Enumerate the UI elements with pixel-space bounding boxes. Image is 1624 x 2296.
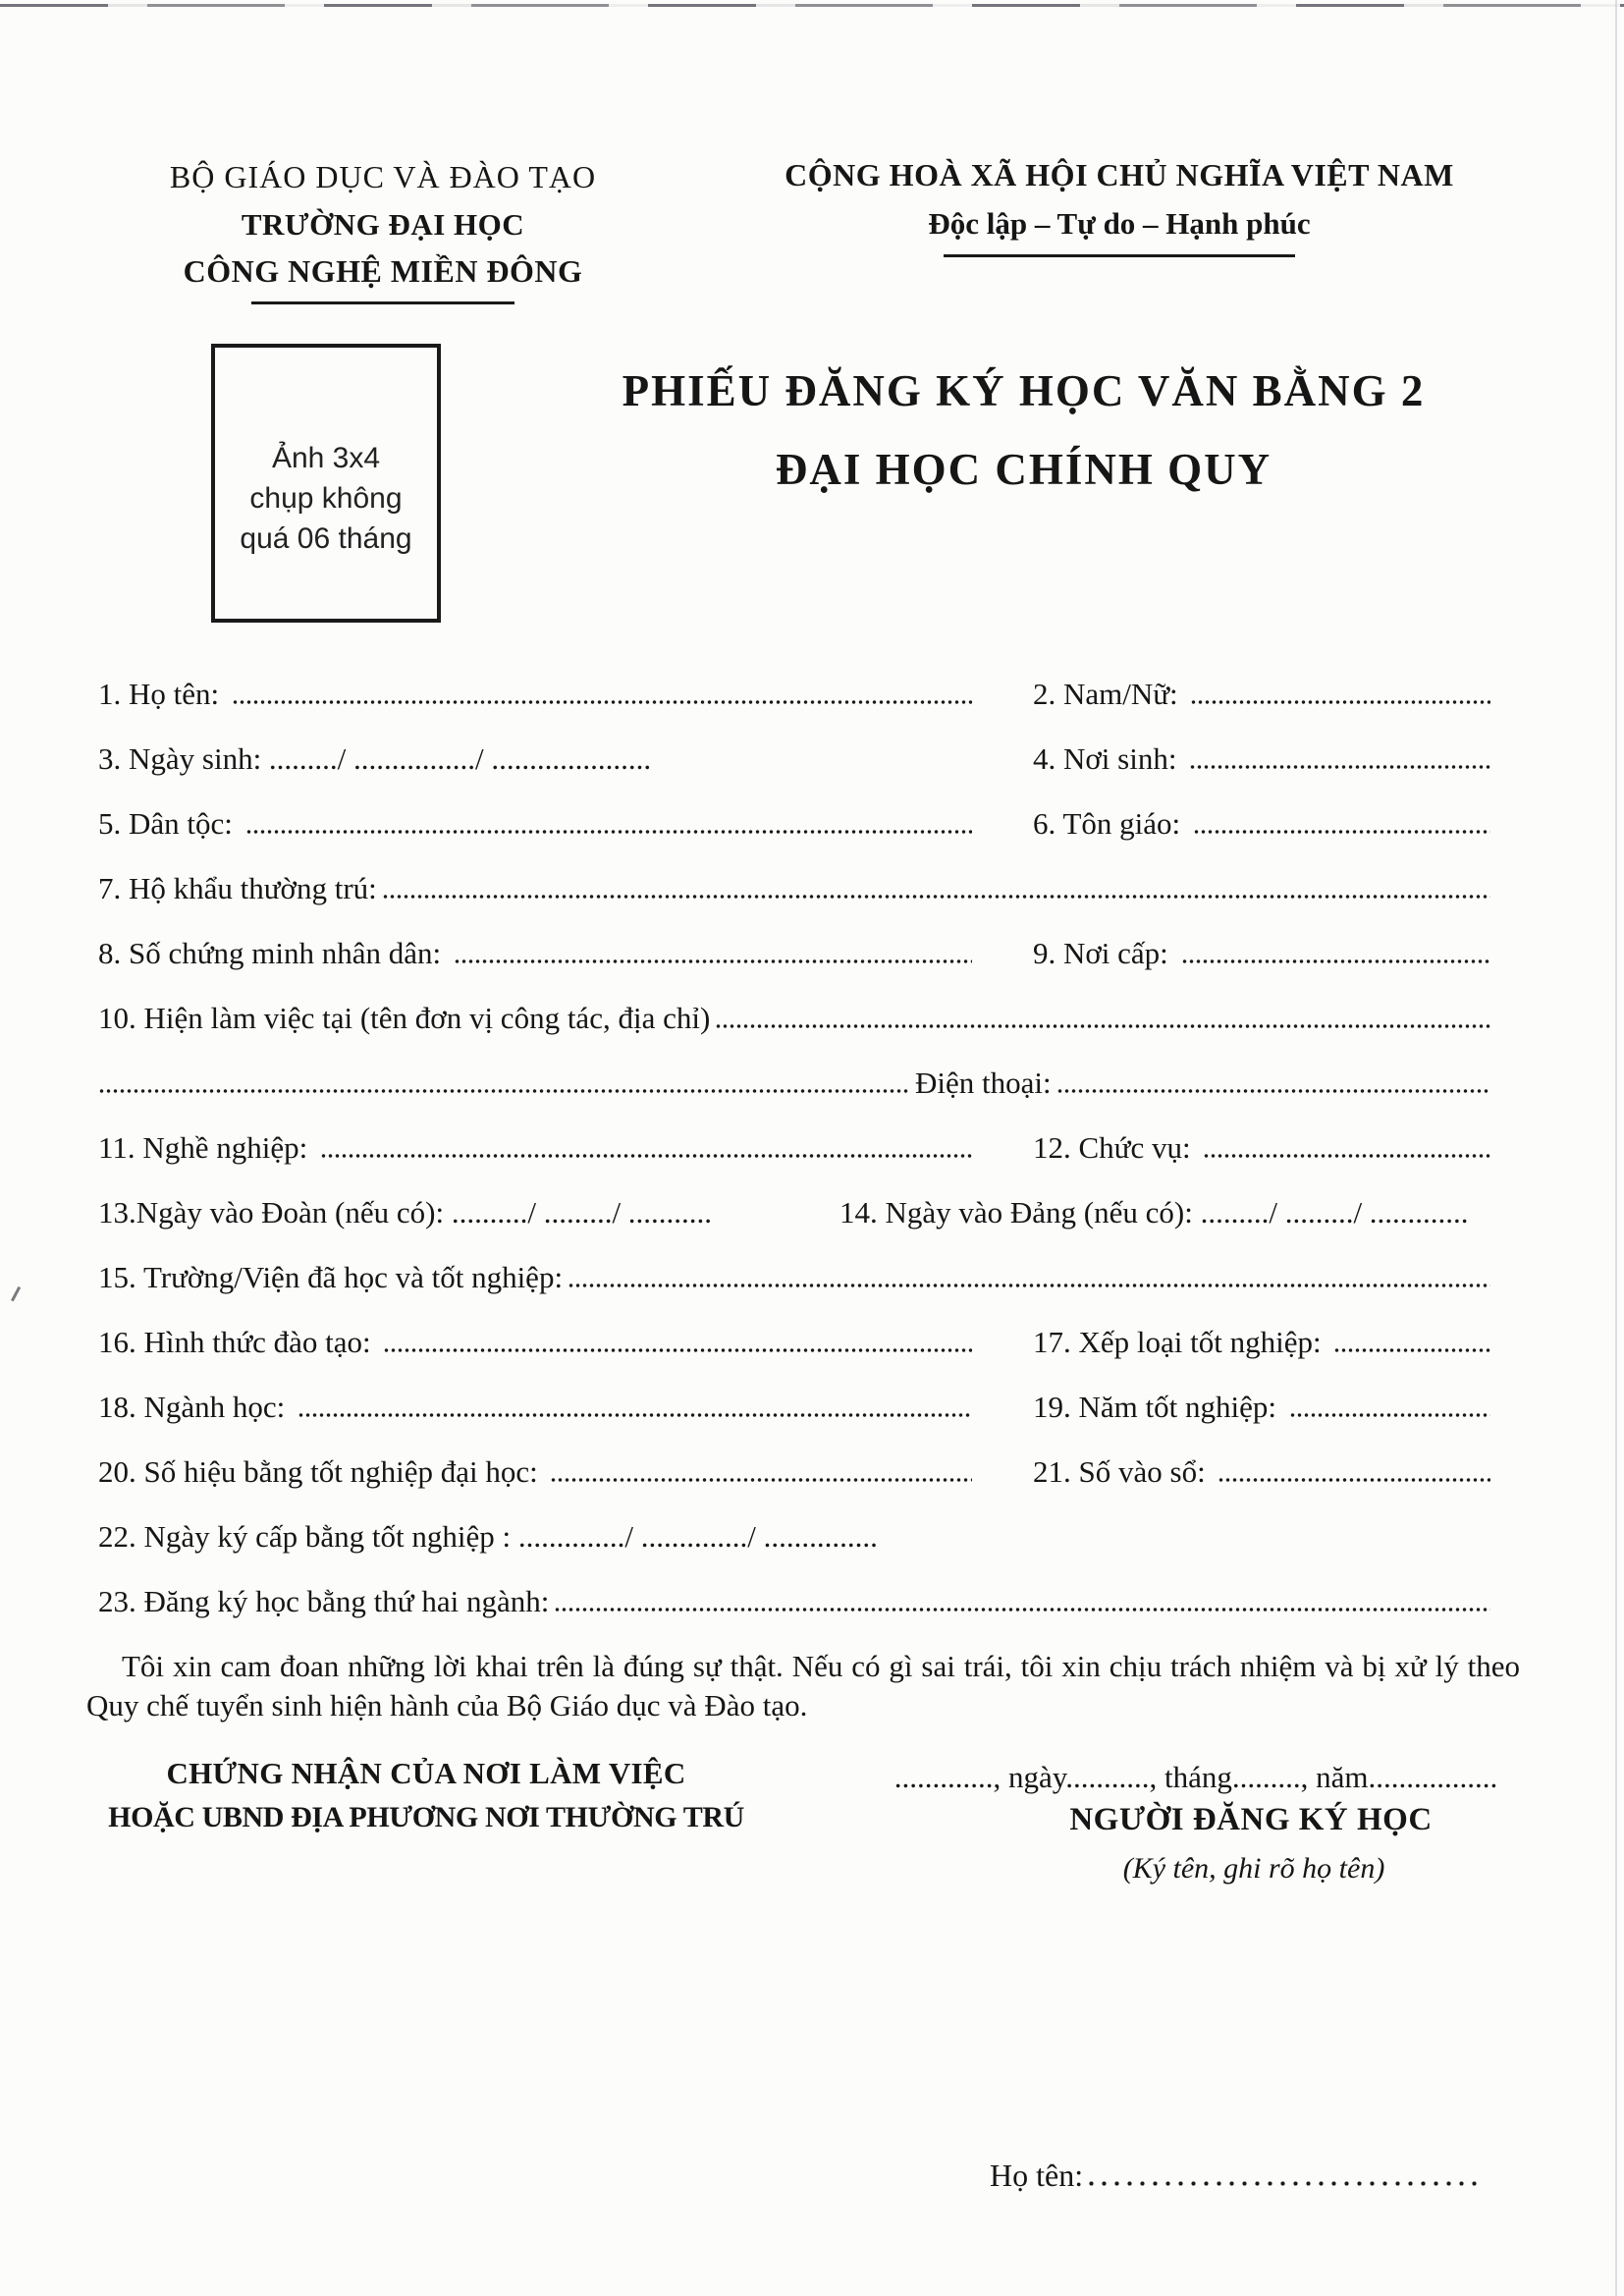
form-row-5-6 (98, 792, 1490, 856)
field-hinh-thuc-label: 16. Hình thức đào tạo: (98, 1325, 379, 1359)
form-title (604, 365, 1443, 495)
signature-date-line: ............., ngày..........., tháng........., năm................. (893, 1760, 1498, 1794)
footer-name-row (990, 2154, 1481, 2197)
scan-edge-top (0, 4, 1624, 7)
field-xep-loai-label: 17. Xếp loại tốt nghiệp: (1033, 1325, 1329, 1359)
field-noi-sinh-label: 4. Nơi sinh: (1033, 741, 1185, 776)
field-dang-ky-nganh-label: 23. Đăng ký học bằng thứ hai ngành: (98, 1584, 550, 1618)
field-nam-nu-line (1190, 700, 1490, 704)
header-issuer-block (108, 159, 658, 304)
field-truong-vien-line (568, 1284, 1490, 1287)
field-ngay-ky-cap-bang-label: 22. Ngày ký cấp bằng tốt nghiệp : ............../ ............../ ............... (98, 1519, 878, 1554)
form-row-3-4 (98, 727, 1490, 792)
field-so-vao-so-line (1218, 1478, 1490, 1482)
field-ngay-vao-dang-label: 14. Ngày vào Đảng (nếu có): ........./ ........./ ............. (839, 1195, 1469, 1230)
certify-workplace-label: CHỨNG NHẬN CỦA NƠI LÀM VIỆC (166, 1756, 686, 1790)
photo-box-line2: chụp không (249, 481, 403, 515)
footer-name-line (1085, 2181, 1478, 2186)
signature-right-block (852, 1757, 1540, 1888)
field-nghe-nghiep-label: 11. Nghề nghiệp: (98, 1130, 315, 1165)
field-ton-giao-label: 6. Tôn giáo: (1033, 806, 1188, 841)
field-ho-khau-label: 7. Hộ khẩu thường trú: (98, 871, 377, 905)
field-chuc-vu-label: 12. Chức vụ: (1033, 1130, 1199, 1165)
field-nam-nu-label: 2. Nam/Nữ: (1033, 677, 1186, 711)
field-noi-lam-viec-line (715, 1024, 1490, 1028)
field-ho-ten-label: 1. Họ tên: (98, 677, 227, 711)
photo-box-line1: Ảnh 3x4 (271, 441, 381, 474)
field-so-hieu-bang-label: 20. Số hiệu bằng tốt nghiệp đại học: (98, 1454, 546, 1489)
field-xep-loai-line (1333, 1348, 1490, 1352)
form-title-line2: ĐẠI HỌC CHÍNH QUY (775, 445, 1272, 494)
form-row-7 (98, 856, 1490, 921)
photo-box-line3: quá 06 tháng (240, 521, 412, 555)
field-nganh-hoc-label: 18. Ngành học: (98, 1390, 294, 1424)
form-row-11-12 (98, 1116, 1490, 1180)
field-ho-khau-line (382, 895, 1490, 899)
university-name-line2: CÔNG NGHỆ MIỀN ĐÔNG (183, 253, 583, 289)
form-row-1-2 (98, 662, 1490, 727)
scan-artifact-mark (11, 1286, 29, 1306)
form-body (98, 662, 1490, 1634)
header-right-underline (944, 254, 1295, 257)
field-chuc-vu-line (1203, 1154, 1490, 1158)
field-dan-toc-line (245, 830, 972, 834)
field-truong-vien-label: 15. Trường/Viện đã học và tốt nghiệp: (98, 1260, 564, 1294)
field-nghe-nghiep-line (320, 1154, 972, 1158)
form-row-8-9 (98, 921, 1490, 986)
declaration-paragraph: Tôi xin cam đoan những lời khai trên là đúng sự thật. Nếu có gì sai trái, tôi xin chịu trách nhiệm và bị xử lý theo Quy chế tuyển sinh hiện hành của Bộ Giáo dục và Đào tạo. (86, 1649, 1520, 1722)
field-ngay-sinh-label: 3. Ngày sinh: ........./ ................/ ..................... (98, 741, 652, 776)
field-nam-tot-nghiep-line (1289, 1413, 1490, 1417)
signature-left-block (93, 1753, 759, 1838)
ministry-name: BỘ GIÁO DỤC VÀ ĐÀO TẠO (169, 159, 597, 194)
field-noi-cap-label: 9. Nơi cấp: (1033, 936, 1176, 970)
field-ngay-vao-doan-label: 13.Ngày vào Đoàn (nếu có): ........../ ........./ ........... (98, 1195, 713, 1230)
form-row-10b (98, 1051, 1490, 1116)
field-so-vao-so-label: 21. Số vào sổ: (1033, 1454, 1214, 1489)
field-hinh-thuc-line (383, 1348, 972, 1352)
form-row-22 (98, 1504, 1490, 1569)
footer-name-label: Họ tên: (990, 2158, 1084, 2193)
field-dien-thoai-line (1056, 1089, 1490, 1093)
field-nganh-hoc-line (298, 1413, 972, 1417)
field-ho-ten-line (232, 700, 972, 704)
national-motto-line2: Độc lập – Tự do – Hạnh phúc (928, 206, 1311, 241)
form-row-16-17 (98, 1310, 1490, 1375)
field-cmnd-label: 8. Số chứng minh nhân dân: (98, 936, 449, 970)
form-row-10 (98, 986, 1490, 1051)
field-noi-sinh-line (1189, 765, 1490, 769)
national-motto-line1: CỘNG HOÀ XÃ HỘI CHỦ NGHĨA VIỆT NAM (785, 157, 1454, 192)
university-name-line1: TRƯỜNG ĐẠI HỌC (241, 207, 525, 242)
field-cmnd-line (454, 959, 972, 963)
field-dang-ky-nganh-line (554, 1608, 1490, 1612)
registrant-signature-title: NGƯỜI ĐĂNG KÝ HỌC (1069, 1802, 1433, 1837)
scan-edge-right (1615, 0, 1617, 2296)
photo-box (211, 344, 441, 623)
field-so-hieu-bang-line (550, 1478, 972, 1482)
field-dan-toc-label: 5. Dân tộc: (98, 806, 241, 841)
form-row-15 (98, 1245, 1490, 1310)
field-nam-tot-nghiep-label: 19. Năm tốt nghiệp: (1033, 1390, 1284, 1424)
form-title-line1: PHIẾU ĐĂNG KÝ HỌC VĂN BẰNG 2 (622, 366, 1426, 415)
certify-ubnd-label: HOẶC UBND ĐỊA PHƯƠNG NƠI THƯỜNG TRÚ (108, 1801, 744, 1833)
field-noi-lam-viec-label: 10. Hiện làm việc tại (tên đơn vị công tác, địa chỉ) (98, 1001, 711, 1035)
form-row-23 (98, 1569, 1490, 1634)
form-row-18-19 (98, 1375, 1490, 1440)
header-left-underline (251, 301, 514, 304)
field-ton-giao-line (1193, 830, 1490, 834)
signature-instruction-note: (Ký tên, ghi rõ họ tên) (1122, 1852, 1385, 1885)
field-dien-thoai-label: Điện thoại: (915, 1066, 1052, 1100)
field-noi-cap-line (1181, 959, 1490, 963)
header-national-block (761, 157, 1478, 257)
field-noi-lam-viec-line2 (98, 1089, 909, 1093)
form-row-20-21 (98, 1440, 1490, 1504)
form-row-13-14 (98, 1180, 1490, 1245)
